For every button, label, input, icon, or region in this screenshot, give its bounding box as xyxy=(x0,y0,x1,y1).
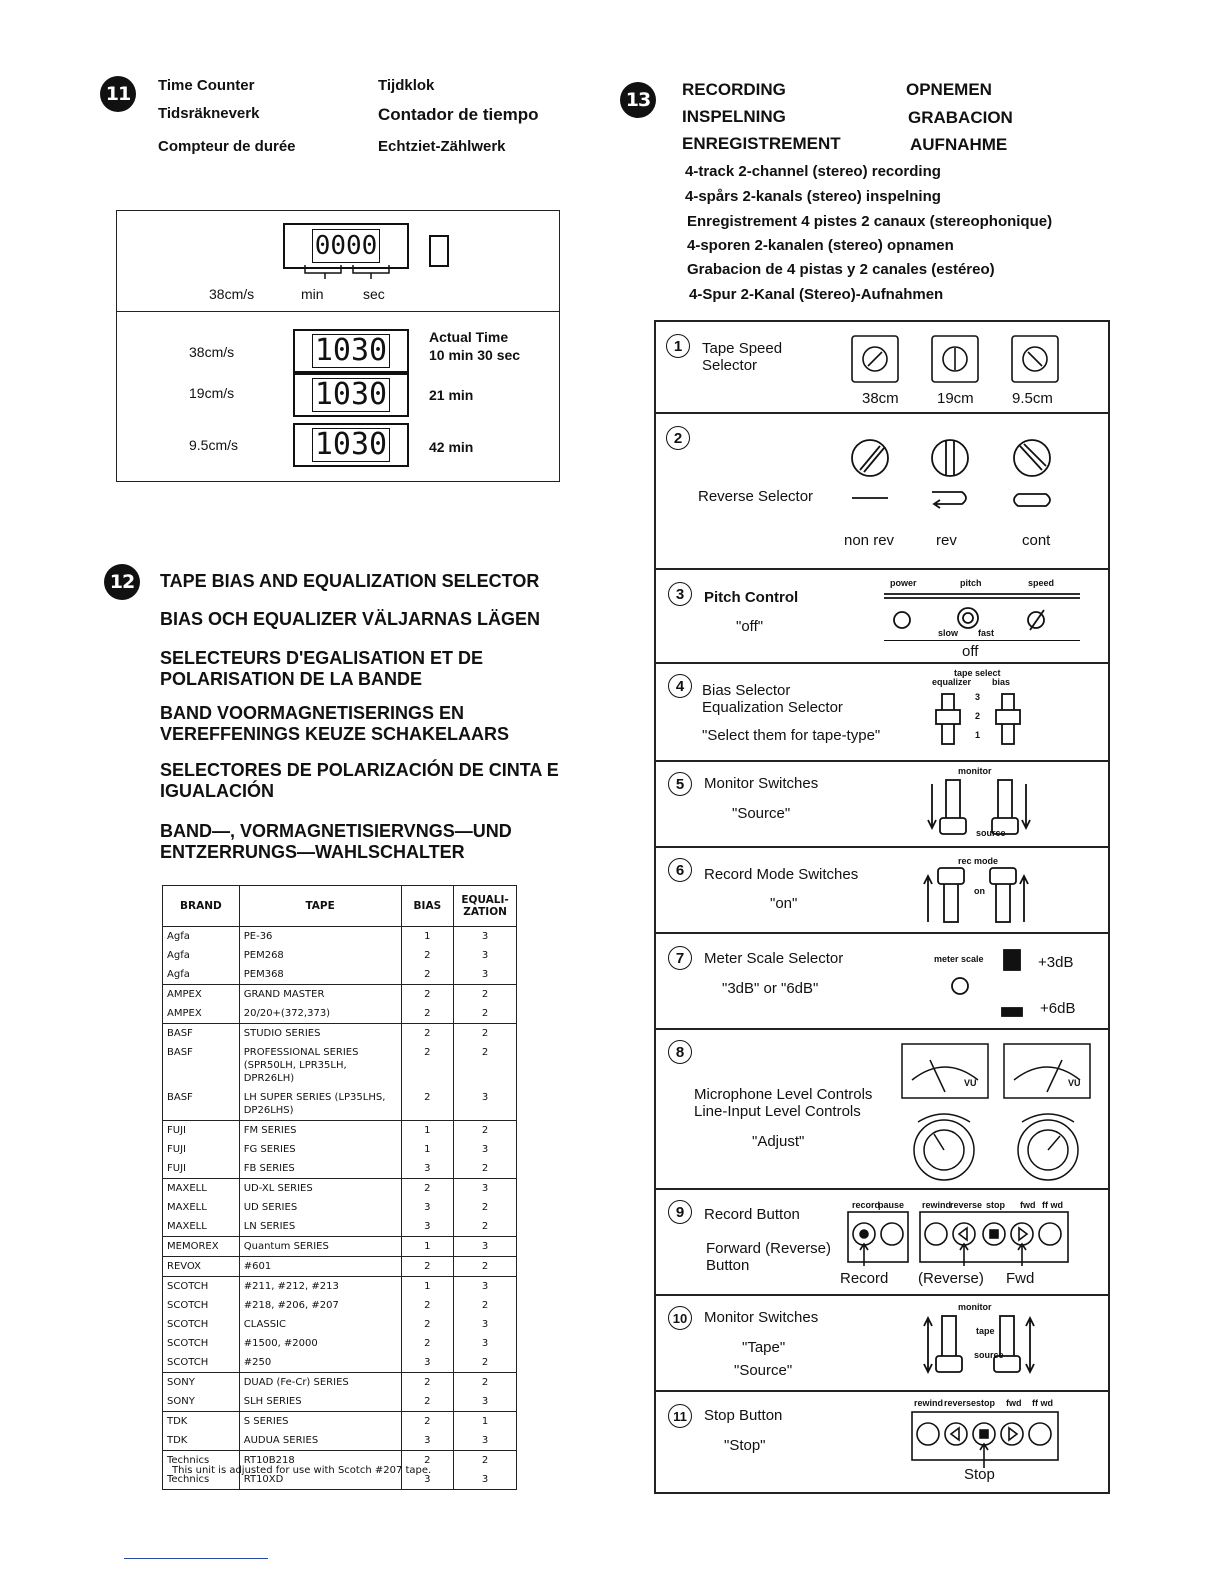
sub-0: 4-track 2-channel (stereo) recording xyxy=(685,163,941,180)
bias-cell: 2 xyxy=(401,1004,454,1024)
pos2: 2 xyxy=(975,711,981,721)
eq-cell: 2 xyxy=(454,1198,517,1217)
off-label: off xyxy=(962,643,979,660)
counter-brackets xyxy=(297,263,397,283)
cont-label: cont xyxy=(1022,532,1051,549)
row3-speed: 9.5cm/s xyxy=(189,437,239,453)
reverse11-small: reverse xyxy=(944,1398,977,1408)
step-6 xyxy=(656,848,1108,934)
step-10-title: Monitor Switches xyxy=(704,1309,819,1326)
table-row xyxy=(163,985,517,1005)
level-controls xyxy=(900,1040,1100,1186)
tape-cell: RT10B218 xyxy=(239,1451,401,1471)
equalizer-label: equalizer xyxy=(932,677,972,687)
bias-cell: 2 xyxy=(401,946,454,965)
recording-steps-panel xyxy=(654,320,1110,1494)
step-9-title: Record Button xyxy=(704,1206,800,1223)
eq-cell: 3 xyxy=(454,1179,517,1199)
fast-label: fast xyxy=(978,628,995,638)
tape-cell: #250 xyxy=(239,1353,401,1373)
sub-3: 4-sporen 2-kanalen (stereo) opnamen xyxy=(687,237,954,254)
title-en: Time Counter xyxy=(158,77,255,94)
sec-label: sec xyxy=(363,286,385,302)
rec-sv: INSPELNING xyxy=(682,107,786,126)
step-6-note: "on" xyxy=(770,895,798,912)
reset-button xyxy=(429,235,449,267)
bias-cell: 1 xyxy=(401,1277,454,1297)
heading-fr: SELECTEURS D'EGALISATION ET DE POLARISATION DE LA BANDE xyxy=(160,648,483,689)
row1-note2: 10 min 30 sec xyxy=(429,347,521,363)
record9-small: record xyxy=(852,1200,881,1210)
eq-cell: 2 xyxy=(454,1451,517,1471)
step-4-title2: Equalization Selector xyxy=(702,699,843,716)
title-nl: Tijdklok xyxy=(378,77,435,94)
step-5-note: "Source" xyxy=(732,805,791,822)
tape-cell: PEM268 xyxy=(239,946,401,965)
eq-cell: 3 xyxy=(454,1470,517,1490)
step-5 xyxy=(656,762,1108,848)
eq-cell: 3 xyxy=(454,1392,517,1412)
monitor10-label: monitor xyxy=(958,1302,992,1312)
title-es: Contador de tiempo xyxy=(378,105,539,124)
brand-cell: BASF xyxy=(163,1043,240,1088)
source5-label: source xyxy=(976,828,1006,838)
brand-cell: BASF xyxy=(163,1024,240,1044)
fwd11-small: fwd xyxy=(1006,1398,1022,1408)
step-11-number: 11 xyxy=(668,1404,692,1428)
bias-cell: 3 xyxy=(401,1217,454,1237)
source10-label: source xyxy=(974,1350,1004,1360)
counter-digits: 0000 xyxy=(312,229,381,263)
eq-cell: 3 xyxy=(454,1237,517,1257)
eq-cell: 3 xyxy=(454,1334,517,1353)
brand-cell: REVOX xyxy=(163,1257,240,1277)
tape-cell: FM SERIES xyxy=(239,1121,401,1141)
step-3-note: "off" xyxy=(736,618,764,635)
bias-cell: 3 xyxy=(401,1198,454,1217)
pos1: 1 xyxy=(975,730,981,740)
brand-cell: AMPEX xyxy=(163,1004,240,1024)
step-2-title: Reverse Selector xyxy=(698,488,814,505)
bias-cell: 2 xyxy=(401,1296,454,1315)
step-11 xyxy=(656,1392,1108,1490)
tape-cell: FG SERIES xyxy=(239,1140,401,1159)
eq-cell: 3 xyxy=(454,1088,517,1121)
eq-cell: 3 xyxy=(454,1140,517,1159)
pause9-small: pause xyxy=(878,1200,905,1210)
bias-cell: 2 xyxy=(401,1412,454,1432)
brand-cell: SCOTCH xyxy=(163,1315,240,1334)
step-9 xyxy=(656,1190,1108,1296)
eq-cell: 2 xyxy=(454,1121,517,1141)
bias-cell: 2 xyxy=(401,965,454,985)
record-mode-switches xyxy=(920,866,1040,928)
step-3-title: Pitch Control xyxy=(704,589,799,606)
eq-cell: 3 xyxy=(454,927,517,947)
brand-cell: TDK xyxy=(163,1431,240,1451)
plus3db: +3dB xyxy=(1038,954,1074,971)
rev-label: rev xyxy=(936,532,957,549)
eq-cell: 3 xyxy=(454,946,517,965)
bias-cell: 1 xyxy=(401,927,454,947)
table-row xyxy=(163,1159,517,1179)
nonrev-label: non rev xyxy=(844,532,895,549)
transport-buttons-stop xyxy=(908,1410,1064,1472)
row2-note: 21 min xyxy=(429,387,474,403)
ffwd11-small: ff wd xyxy=(1032,1398,1053,1408)
reverse-label: (Reverse) xyxy=(918,1270,984,1287)
table-row xyxy=(163,1277,517,1297)
tape-cell: PE-36 xyxy=(239,927,401,947)
pitch-label: pitch xyxy=(960,578,982,588)
step-1-title: Tape Speed xyxy=(702,340,783,357)
record-label: Record xyxy=(840,1270,889,1287)
reverse-selector-knobs xyxy=(836,434,1076,514)
fwd9-small: fwd xyxy=(1020,1200,1036,1210)
rewind11-small: rewind xyxy=(914,1398,944,1408)
bias-cell: 2 xyxy=(401,1024,454,1044)
stop11-small: stop xyxy=(976,1398,995,1408)
tape-cell: S SERIES xyxy=(239,1412,401,1432)
table-row xyxy=(163,1412,517,1432)
ffwd9-small: ff wd xyxy=(1042,1200,1063,1210)
speed-19: 19cm xyxy=(937,390,974,407)
eq-cell: 3 xyxy=(454,1277,517,1297)
rewind9-small: rewind xyxy=(922,1200,952,1210)
heading-es: SELECTORES DE POLARIZACIÓN DE CINTA E IGUALACIÓN xyxy=(160,760,559,801)
tape-cell: FB SERIES xyxy=(239,1159,401,1179)
brand-cell: Agfa xyxy=(163,965,240,985)
step-7-number: 7 xyxy=(668,946,692,970)
tapeselect-label: tape select xyxy=(954,668,1001,678)
rec-en: RECORDING xyxy=(682,80,786,99)
bias-cell: 1 xyxy=(401,1237,454,1257)
table-row xyxy=(163,1198,517,1217)
step-11-title: Stop Button xyxy=(704,1407,783,1424)
section-11-badge: 11 xyxy=(100,76,136,112)
tape-cell: RT10XD xyxy=(239,1470,401,1490)
bias-label: bias xyxy=(992,677,1011,687)
step-7-title: Meter Scale Selector xyxy=(704,950,844,967)
step-4 xyxy=(656,664,1108,762)
step-10-note2: "Source" xyxy=(734,1362,793,1379)
bias-cell: 3 xyxy=(401,1470,454,1490)
recmode-label: rec mode xyxy=(958,856,999,866)
bias-cell: 2 xyxy=(401,1179,454,1199)
table-row xyxy=(163,1373,517,1393)
brand-cell: MAXELL xyxy=(163,1179,240,1199)
title-sv: Tidsräkneverk xyxy=(158,105,260,122)
tape-speed-knobs xyxy=(846,332,1076,388)
tape-cell: Quantum SERIES xyxy=(239,1237,401,1257)
step-1-title2: Selector xyxy=(702,357,758,374)
table-row xyxy=(163,1296,517,1315)
table-row xyxy=(163,1088,517,1121)
eq-cell: 2 xyxy=(454,1353,517,1373)
step-2 xyxy=(656,414,1108,570)
power-label: power xyxy=(890,578,917,588)
step-9-title3: Button xyxy=(706,1257,750,1274)
sub-5: 4-Spur 2-Kanal (Stereo)-Aufnahmen xyxy=(689,286,944,303)
tape-cell: 20/20+(372,373) xyxy=(239,1004,401,1024)
tape-cell: LH SUPER SERIES (LP35LHS, DP26LHS) xyxy=(239,1088,401,1121)
brand-cell: MEMOREX xyxy=(163,1237,240,1257)
table-row xyxy=(163,1257,517,1277)
brand-cell: SCOTCH xyxy=(163,1296,240,1315)
row2-speed: 19cm/s xyxy=(189,385,235,401)
step-4-note: "Select them for tape-type" xyxy=(702,727,881,744)
bias-cell: 2 xyxy=(401,1334,454,1353)
bias-cell: 2 xyxy=(401,985,454,1005)
eq-cell: 2 xyxy=(454,1024,517,1044)
eq-cell: 3 xyxy=(454,1431,517,1451)
heading-de: BAND—, VORMAGNETISIERVNGS—UND ENTZERRUNGS—WAHLSCHALTER xyxy=(160,821,512,862)
tape-cell: #218, #206, #207 xyxy=(239,1296,401,1315)
step-6-title: Record Mode Switches xyxy=(704,866,859,883)
step-8-number: 8 xyxy=(668,1040,692,1064)
brand-cell: Technics xyxy=(163,1451,240,1471)
table-row xyxy=(163,1024,517,1044)
vu-right: VU xyxy=(1068,1078,1081,1088)
step-7-note: "3dB" or "6dB" xyxy=(722,980,819,997)
section-13-badge: 13 xyxy=(620,82,656,118)
row1-display xyxy=(293,329,409,373)
bias-cell: 3 xyxy=(401,1431,454,1451)
table-row xyxy=(163,1353,517,1373)
table-row xyxy=(163,965,517,985)
transport-buttons-record xyxy=(846,1210,1076,1276)
step-9-title2: Forward (Reverse) xyxy=(706,1240,832,1257)
step-5-number: 5 xyxy=(668,772,692,796)
bias-cell: 2 xyxy=(401,1043,454,1088)
col-brand: BRAND xyxy=(163,886,240,927)
brand-cell: SONY xyxy=(163,1392,240,1412)
reverse9-small: reverse xyxy=(950,1200,983,1210)
table-row xyxy=(163,1004,517,1024)
step-10 xyxy=(656,1296,1108,1392)
eq-cell: 2 xyxy=(454,1373,517,1393)
monitor-switches-tape xyxy=(920,1312,1050,1382)
brand-cell: MAXELL xyxy=(163,1198,240,1217)
eq-cell: 2 xyxy=(454,1217,517,1237)
speed-38: 38cm xyxy=(862,390,899,407)
monitor5-label: monitor xyxy=(958,766,992,776)
row3-display xyxy=(293,423,409,467)
vu-left: VU xyxy=(964,1078,977,1088)
brand-cell: SONY xyxy=(163,1373,240,1393)
heading-en: TAPE BIAS AND EQUALIZATION SELECTOR xyxy=(160,571,540,591)
row1-note1: Actual Time xyxy=(429,329,509,345)
bias-cell: 2 xyxy=(401,1373,454,1393)
table-row xyxy=(163,1140,517,1159)
on-label: on xyxy=(974,886,985,896)
col-eq: EQUALI-ZATION xyxy=(454,886,517,927)
step-11-note: "Stop" xyxy=(724,1437,766,1454)
step-8 xyxy=(656,1030,1108,1190)
brand-cell: SCOTCH xyxy=(163,1334,240,1353)
rec-es: GRABACION xyxy=(908,108,1013,127)
section-12-badge: 12 xyxy=(104,564,140,600)
step-8-title2: Line-Input Level Controls xyxy=(694,1103,861,1120)
tape-cell: #211, #212, #213 xyxy=(239,1277,401,1297)
sub-4: Grabacion de 4 pistas y 2 canales (estéreo) xyxy=(687,261,995,278)
step-7 xyxy=(656,934,1108,1030)
step-8-note: "Adjust" xyxy=(752,1133,805,1150)
eq-cell: 2 xyxy=(454,1257,517,1277)
step-8-title: Microphone Level Controls xyxy=(694,1086,873,1103)
brand-cell: MAXELL xyxy=(163,1217,240,1237)
speed-95: 9.5cm xyxy=(1012,390,1053,407)
top-speed: 38cm/s xyxy=(209,286,255,302)
stop-label: Stop xyxy=(964,1466,995,1483)
step-5-title: Monitor Switches xyxy=(704,775,819,792)
step-4-number: 4 xyxy=(668,674,692,698)
bias-cell: 3 xyxy=(401,1353,454,1373)
eq-cell: 3 xyxy=(454,965,517,985)
min-label: min xyxy=(301,286,324,302)
row2-digits: 1030 xyxy=(312,378,390,412)
title-de: Echtziet-Zählwerk xyxy=(378,138,506,155)
bias-cell: 2 xyxy=(401,1257,454,1277)
eq-cell: 3 xyxy=(454,1315,517,1334)
bias-switches xyxy=(928,688,1038,752)
brand-cell: SCOTCH xyxy=(163,1277,240,1297)
tape-cell: AUDUA SERIES xyxy=(239,1431,401,1451)
heading-nl: BAND VOORMAGNETISERINGS EN VEREFFENINGS KEUZE SCHAKELAARS xyxy=(160,703,510,744)
table-row xyxy=(163,1334,517,1353)
bias-cell: 2 xyxy=(401,1392,454,1412)
step-6-number: 6 xyxy=(668,858,692,882)
col-tape: TAPE xyxy=(239,886,401,927)
bias-cell: 1 xyxy=(401,1121,454,1141)
tape-cell: PROFESSIONAL SERIES (SPR50LH, LPR35LH, DPR26LH) xyxy=(239,1043,401,1088)
row1-speed: 38cm/s xyxy=(189,344,235,360)
speed-label: speed xyxy=(1028,578,1055,588)
brand-cell: Agfa xyxy=(163,946,240,965)
eq-cell: 2 xyxy=(454,1004,517,1024)
table-row xyxy=(163,946,517,965)
sub-1: 4-spårs 2-kanals (stereo) inspelning xyxy=(685,188,941,205)
heading-sv: BIAS OCH EQUALIZER VÄLJARNAS LÄGEN xyxy=(160,609,541,629)
meterscale-label: meter scale xyxy=(934,954,984,964)
table-row xyxy=(163,1217,517,1237)
brand-cell: FUJI xyxy=(163,1121,240,1141)
table-row xyxy=(163,1315,517,1334)
brand-cell: FUJI xyxy=(163,1159,240,1179)
row3-digits: 1030 xyxy=(312,428,390,462)
table-row xyxy=(163,1237,517,1257)
step-9-number: 9 xyxy=(668,1200,692,1224)
time-counter-box xyxy=(116,210,560,482)
brand-cell: Technics xyxy=(163,1470,240,1490)
stop9-small: stop xyxy=(986,1200,1005,1210)
brand-cell: SCOTCH xyxy=(163,1353,240,1373)
bias-cell: 2 xyxy=(401,1315,454,1334)
tape10-label: tape xyxy=(976,1326,995,1336)
eq-cell: 2 xyxy=(454,1159,517,1179)
table-footnote: This unit is adjusted for use with Scotch #207 tape. xyxy=(172,1465,432,1476)
bias-cell: 2 xyxy=(401,1451,454,1471)
fwd-label: Fwd xyxy=(1006,1270,1035,1287)
row1-digits: 1030 xyxy=(312,334,390,368)
tape-cell: STUDIO SERIES xyxy=(239,1024,401,1044)
eq-cell: 1 xyxy=(454,1412,517,1432)
brand-cell: Agfa xyxy=(163,927,240,947)
table-row xyxy=(163,1392,517,1412)
tape-cell: #601 xyxy=(239,1257,401,1277)
eq-cell: 2 xyxy=(454,1296,517,1315)
bias-cell: 3 xyxy=(401,1159,454,1179)
step-1 xyxy=(656,322,1108,414)
tape-table xyxy=(162,885,517,1490)
tape-cell: UD SERIES xyxy=(239,1198,401,1217)
step-10-note: "Tape" xyxy=(742,1339,786,1356)
table-row xyxy=(163,1043,517,1088)
step-2-number: 2 xyxy=(666,426,690,450)
meter-scale-switch xyxy=(946,946,1036,1026)
sub-2: Enregistrement 4 pistes 2 canaux (stereophonique) xyxy=(687,213,1053,230)
row3-note: 42 min xyxy=(429,439,474,455)
bias-cell: 2 xyxy=(401,1088,454,1121)
eq-cell: 2 xyxy=(454,985,517,1005)
rec-de: AUFNAHME xyxy=(910,135,1008,154)
table-row xyxy=(163,1179,517,1199)
tape-cell: LN SERIES xyxy=(239,1217,401,1237)
step-10-number: 10 xyxy=(668,1306,692,1330)
title-fr: Compteur de durée xyxy=(158,138,296,155)
brand-cell: TDK xyxy=(163,1412,240,1432)
pos3: 3 xyxy=(975,692,981,702)
row2-display xyxy=(293,373,409,417)
brand-cell: FUJI xyxy=(163,1140,240,1159)
plus6db: +6dB xyxy=(1040,1000,1076,1017)
slow-label: slow xyxy=(938,628,959,638)
brand-cell: BASF xyxy=(163,1088,240,1121)
table-row xyxy=(163,927,517,947)
tape-cell: GRAND MASTER xyxy=(239,985,401,1005)
table-row xyxy=(163,1431,517,1451)
step-1-number: 1 xyxy=(666,334,690,358)
table-row xyxy=(163,1121,517,1141)
rec-nl: OPNEMEN xyxy=(906,80,992,99)
bias-cell: 1 xyxy=(401,1140,454,1159)
col-bias: BIAS xyxy=(401,886,454,927)
tape-cell: UD-XL SERIES xyxy=(239,1179,401,1199)
tape-cell: DUAD (Fe-Cr) SERIES xyxy=(239,1373,401,1393)
step-3 xyxy=(656,570,1108,664)
brand-cell: AMPEX xyxy=(163,985,240,1005)
step-4-title: Bias Selector xyxy=(702,682,791,699)
tape-cell: #1500, #2000 xyxy=(239,1334,401,1353)
rec-fr: ENREGISTREMENT xyxy=(682,134,841,153)
bottom-rule xyxy=(124,1558,268,1559)
tape-cell: CLASSIC xyxy=(239,1315,401,1334)
step-3-number: 3 xyxy=(668,582,692,606)
eq-cell: 2 xyxy=(454,1043,517,1088)
tape-cell: SLH SERIES xyxy=(239,1392,401,1412)
tape-cell: PEM368 xyxy=(239,965,401,985)
